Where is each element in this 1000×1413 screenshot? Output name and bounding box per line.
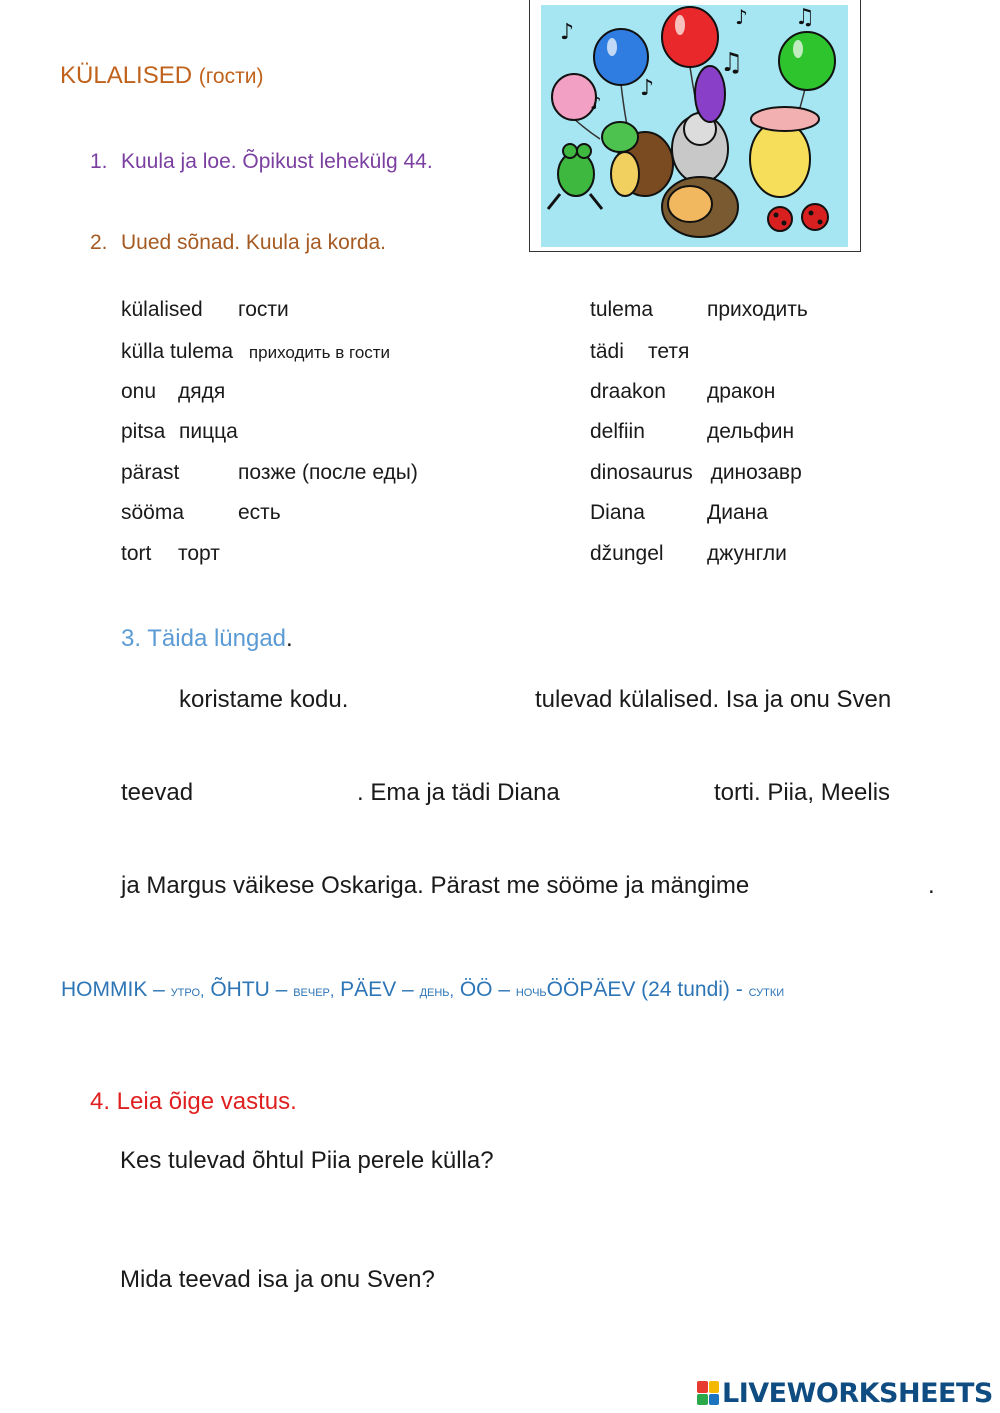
vocab-word: Diana bbox=[590, 501, 645, 524]
time-word: HOMMIK – bbox=[61, 978, 165, 1001]
question-1: Kes tulevad õhtul Piia perele külla? bbox=[120, 1147, 494, 1174]
title-translation: (гости) bbox=[198, 65, 264, 88]
vocab-right-row bbox=[590, 340, 690, 364]
task-1 bbox=[90, 150, 433, 174]
vocab-translation: тетя bbox=[648, 340, 690, 363]
fill-text: torti. Piia, Meelis bbox=[714, 779, 891, 806]
svg-text:♪: ♪ bbox=[590, 93, 602, 114]
vocab-right-row bbox=[590, 298, 808, 322]
fill-text: tulevad külalised. Isa ja onu Sven bbox=[535, 686, 892, 713]
vocab-translation: дракон bbox=[707, 380, 776, 403]
task-1-number: 1. bbox=[90, 150, 108, 173]
blank-field[interactable] bbox=[380, 686, 528, 716]
time-translation: сутки bbox=[748, 983, 785, 1000]
vocab-translation: гости bbox=[238, 298, 289, 321]
vocab-word: tort bbox=[121, 542, 152, 565]
vocab-left-row bbox=[121, 298, 289, 322]
time-translation: утро, bbox=[170, 983, 205, 1000]
fill-text: . bbox=[928, 872, 935, 899]
svg-text:♪: ♪ bbox=[735, 5, 748, 29]
vocab-word: dinosaurus bbox=[590, 461, 693, 484]
vocab-right-row bbox=[590, 380, 776, 404]
task-1-text: Kuula ja loe. Õpikust lehekülg 44. bbox=[121, 150, 433, 173]
vocab-left-row bbox=[121, 542, 220, 566]
vocab-translation: приходить в гости bbox=[248, 343, 391, 362]
vocab-left-row bbox=[121, 420, 238, 444]
vocab-word: delfiin bbox=[590, 420, 645, 443]
time-word: ÕHTU – bbox=[210, 978, 288, 1001]
blank-field[interactable] bbox=[830, 872, 925, 902]
vocab-translation: позже (после еды) bbox=[238, 461, 418, 484]
vocab-word: pitsa bbox=[121, 420, 166, 443]
vocab-translation: дядя bbox=[178, 380, 226, 403]
vocab-word: tulema bbox=[590, 298, 654, 321]
vocab-word: tädi bbox=[590, 340, 624, 363]
task-4-heading: 4. Leia õige vastus. bbox=[90, 1088, 297, 1115]
time-translation: ночь bbox=[515, 983, 547, 1000]
title-text: KÜLALISED bbox=[60, 62, 193, 89]
vocab-right-row bbox=[590, 542, 787, 566]
vocab-right-row bbox=[590, 501, 768, 525]
time-translation: день, bbox=[419, 983, 454, 1000]
vocab-left-row bbox=[121, 501, 281, 525]
party-animals-image bbox=[530, 0, 860, 251]
task-2-text: Uued sõnad. Kuula ja korda. bbox=[121, 231, 387, 254]
vocab-translation: динозавр bbox=[710, 461, 802, 484]
task-2-number: 2. bbox=[90, 231, 108, 254]
vocab-left-row bbox=[121, 380, 226, 404]
page-title bbox=[60, 62, 263, 90]
task-3-heading bbox=[121, 625, 293, 653]
blank-field[interactable] bbox=[592, 779, 707, 809]
party-illustration bbox=[529, 0, 861, 252]
vocab-right-row bbox=[590, 420, 795, 444]
vocab-translation: пицца bbox=[179, 420, 238, 443]
vocab-translation: дельфин bbox=[707, 420, 795, 443]
answer-field-1[interactable] bbox=[120, 1190, 900, 1250]
logo-icon bbox=[697, 1381, 719, 1405]
time-word: PÄEV – bbox=[340, 978, 414, 1001]
task-3-text: 3. Täida lüngad bbox=[121, 625, 287, 652]
fill-text: . Ema ja tädi Diana bbox=[357, 779, 560, 806]
time-words bbox=[61, 978, 784, 1002]
liveworksheets-logo bbox=[697, 1378, 993, 1408]
task-3-dot: . bbox=[286, 625, 293, 652]
blank-field[interactable] bbox=[210, 779, 355, 809]
svg-text:♪: ♪ bbox=[560, 20, 575, 45]
vocab-word: onu bbox=[121, 380, 157, 403]
time-translation: вечер, bbox=[293, 983, 335, 1000]
vocab-translation: приходить bbox=[707, 298, 808, 321]
svg-text:♫: ♫ bbox=[795, 5, 815, 30]
vocab-word: pärast bbox=[121, 461, 180, 484]
question-2: Mida teevad isa ja onu Sven? bbox=[120, 1266, 435, 1293]
vocab-word: džungel bbox=[590, 542, 664, 565]
vocab-word: draakon bbox=[590, 380, 666, 403]
vocab-left-row bbox=[121, 461, 418, 485]
vocab-left-row bbox=[121, 340, 390, 364]
fill-text: teevad bbox=[121, 779, 194, 806]
vocab-translation: джунгли bbox=[707, 542, 787, 565]
vocab-word: külla tulema bbox=[121, 340, 234, 363]
vocab-word: külalised bbox=[121, 298, 203, 321]
answer-field-2[interactable] bbox=[120, 1308, 900, 1363]
svg-text:♫: ♫ bbox=[720, 48, 744, 78]
fill-text: ja Margus väikese Oskariga. Pärast me sööme ja mängime bbox=[121, 872, 750, 899]
vocab-translation: торт bbox=[178, 542, 220, 565]
vocab-word: sööma bbox=[121, 501, 185, 524]
vocab-right-row bbox=[590, 461, 802, 485]
task-2 bbox=[90, 231, 386, 255]
time-word: ÖÖ – bbox=[459, 978, 510, 1001]
fill-text: koristame kodu. bbox=[179, 686, 349, 713]
svg-text:♪: ♪ bbox=[640, 76, 655, 101]
vocab-translation: Диана bbox=[707, 501, 768, 524]
vocab-translation: есть bbox=[238, 501, 281, 524]
time-word: ÖÖPÄEV (24 tundi) - bbox=[546, 978, 743, 1001]
logo-text: LIVEWORKSHEETS bbox=[722, 1377, 993, 1409]
